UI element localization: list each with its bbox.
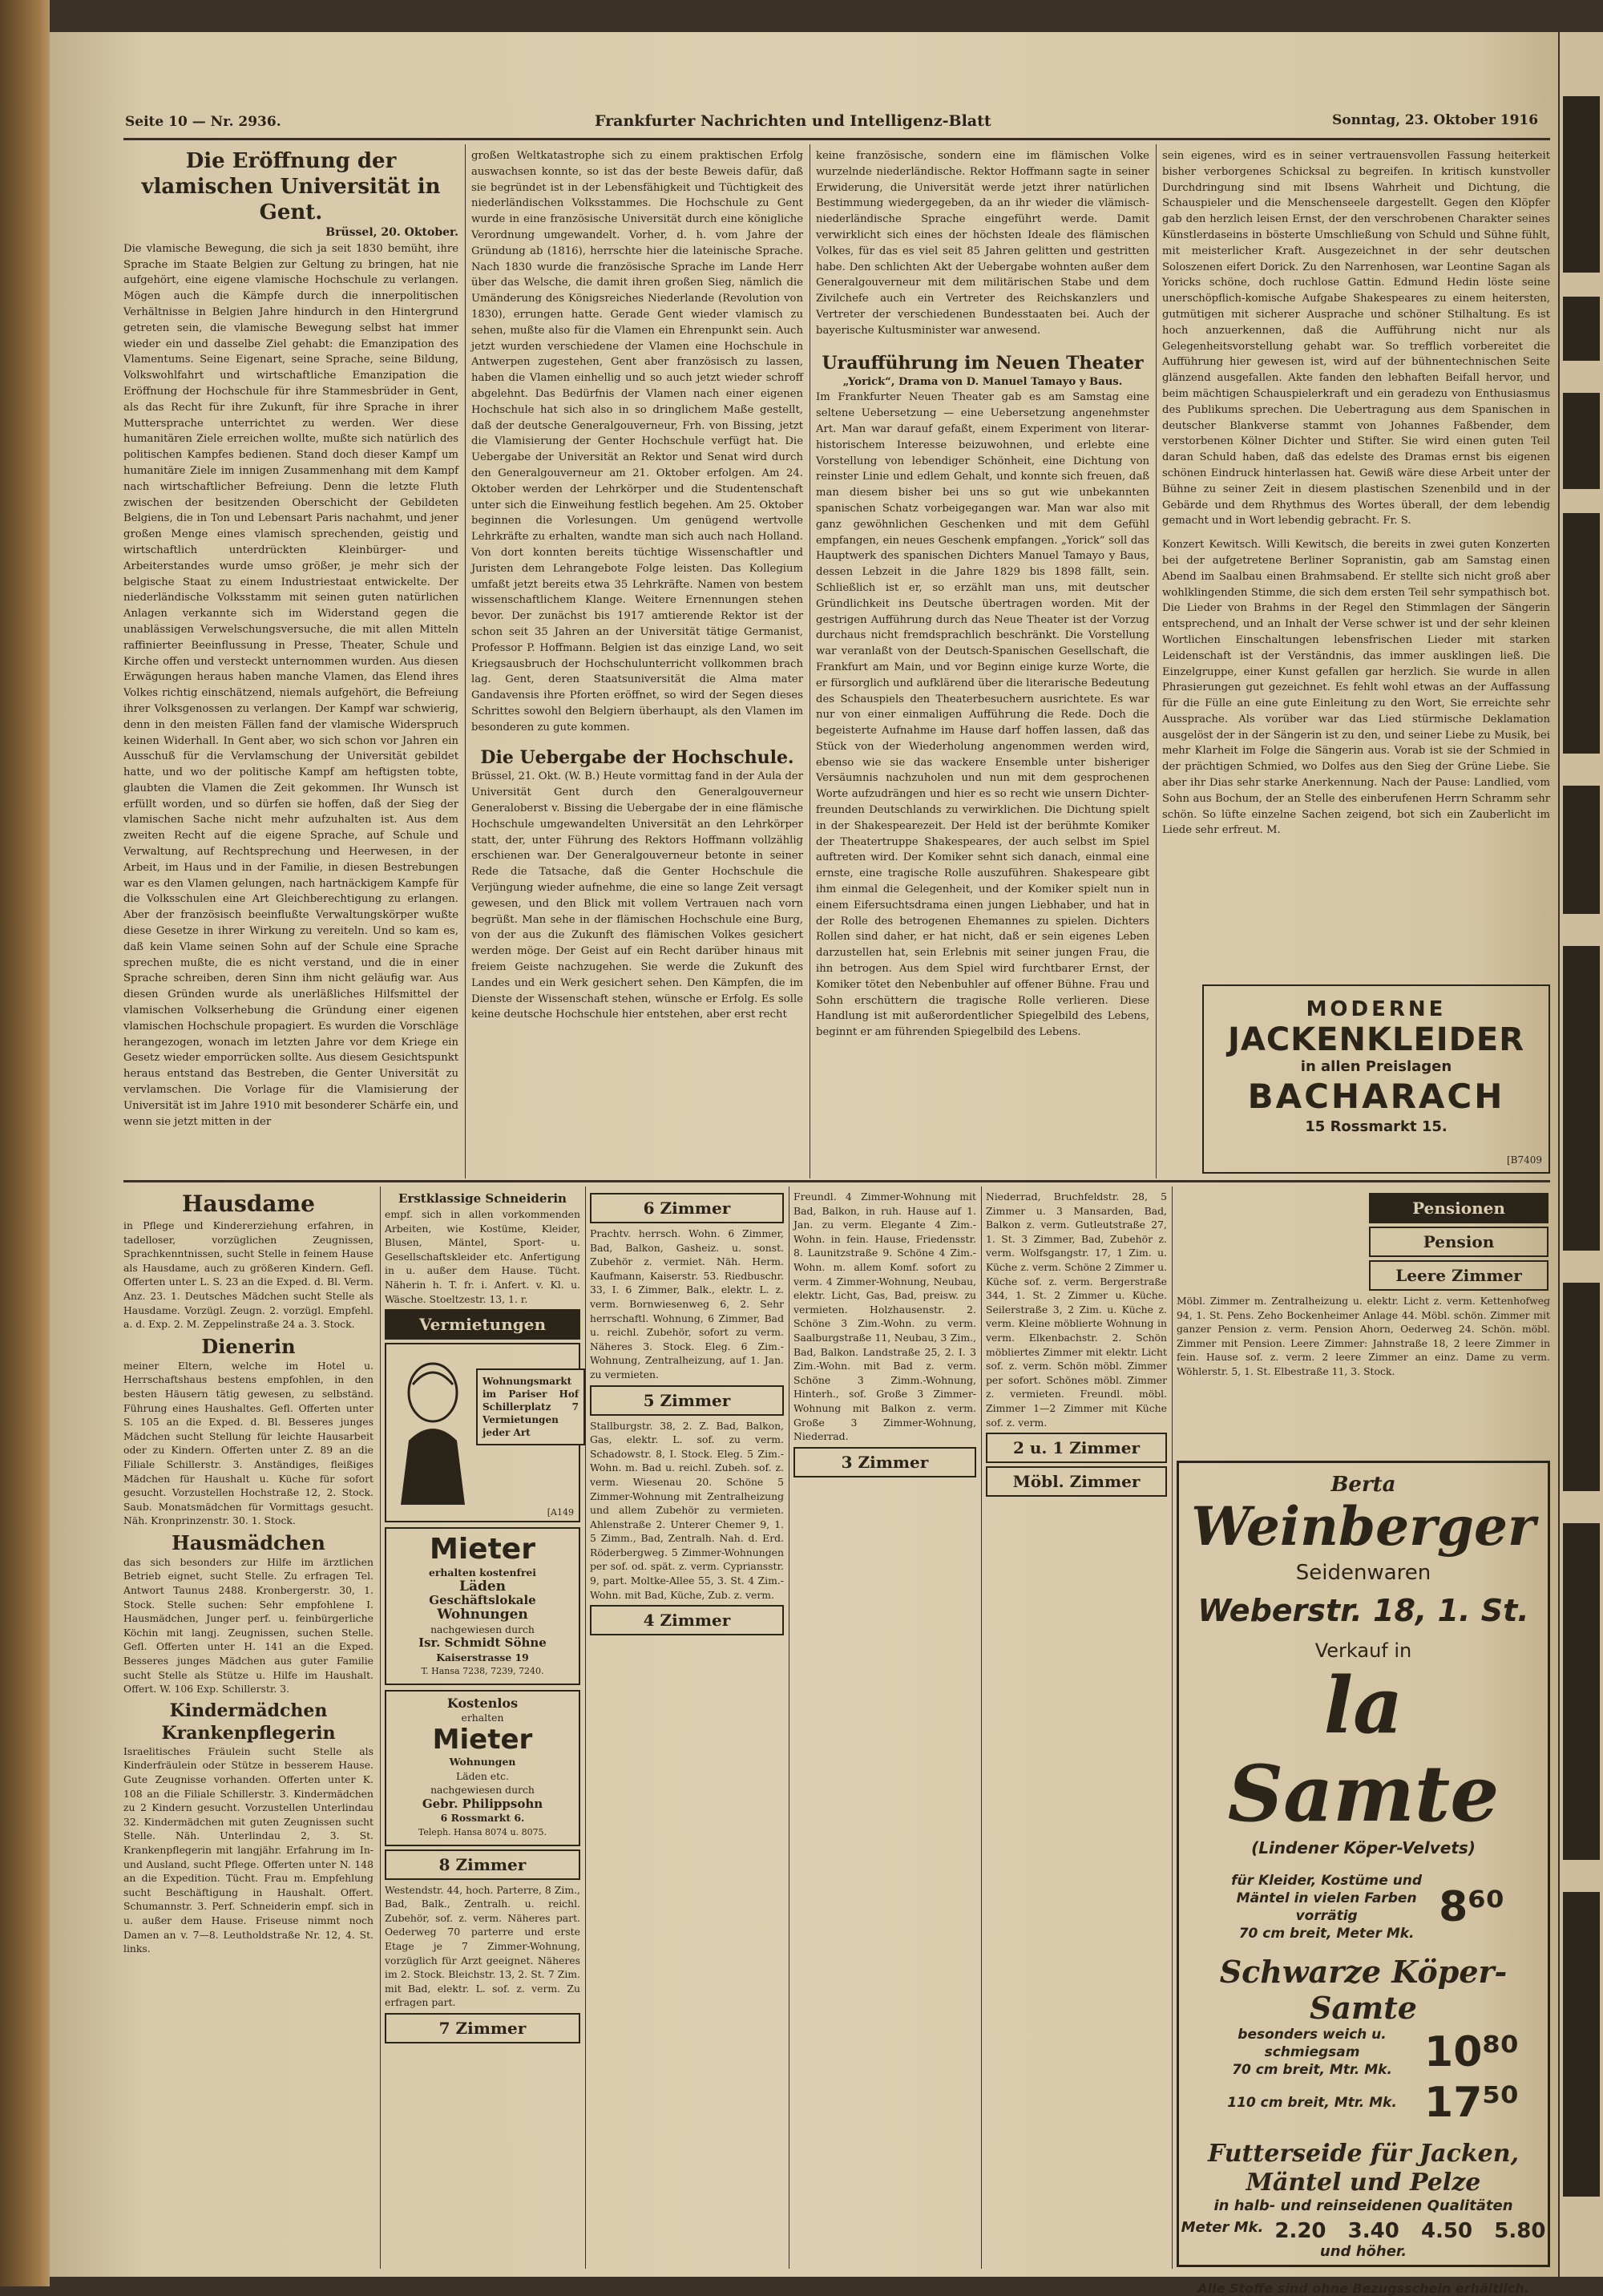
classified-ad: empf. sich in allen vorkommenden Arbeiten, wie Kostüme, Kleider, Blusen, Mäntel, Sport- u. Gesellschaftskleider etc. Anfertigung in u. außer dem Hause. Tücht. Näherin h. T. fr. i. Anfert. v. Kl. u. Wäsche. Stoeltzestr. 13, 1. r. xyxy=(385,1208,580,1305)
ad-address: Weberstr. 18, 1. St. xyxy=(1197,1593,1529,1628)
ad-line: Futterseide für Jacken, Mäntel und Pelze xyxy=(1207,2140,1520,2197)
section-label: 3 Zimmer xyxy=(793,1447,976,1477)
classified-heading: Hausdame xyxy=(182,1190,315,1217)
section-label-vermietungen: Vermietungen xyxy=(385,1309,580,1340)
ad-line: Schwarze Köper-Samte xyxy=(1219,1954,1508,2026)
ad-line: Verkauf in xyxy=(1314,1639,1412,1662)
article3-body: Im Frankfurter Neuen Theater gab es am Samstag eine seltene Uebersetzung — eine Uebersetzung angenehmster Art. Man war darauf gefaßt, einem Experiment von literar-historischem Interesse beizuwohnen, und erlebte eine Vorstellung von lebendiger Schönheit, eine Dichtung von reinster Linie und edlem Gehalt, und konnte sich freuen, daß man diesem bisher bei uns so gut wie unbekannten spanischen Schatz vorbeigegangen war. Man war also mit ganz gewöhnlichen Geschenken und mit dem Gefühl empfangen, ein neues Geschenk empfangen. „Yorick“ soll das Hauptwerk des spanischen Dichters Manuel Tamayo y Baus, dessen Lebzeit in die Jahre 1829 bis 1898 fällt, sein. Schließlich ist er, so erzählt man uns, mit deutscher Gründlichkeit ins Deutsche übertragen worden. Mit der gestrigen Aufführung durch das Neue Theater ist der Vorzug durchaus nicht fremdsprachlich beschränkt. Die Vorstellung war veranlaßt von der Deutsch-Spanischen Gesellschaft, die Frankfurt am Main, und vor Beginn einige kurze Worte, die er fürsorglich und aufklärend über die literarische Bedeutung des Schauspiels den Theaterbesuchern ausrichtete. Es war nur von einer einmaligen Aufführung die Rede. Doch die begeisterte Aufnahme im Hause darf hoffen lassen, daß das Stück von der Wiederholung angenommen werden wird, ebenso wie sie das wackere Ensemble unter bisheriger Versäumnis nachzuholen und nun mit dem gesprochenen Worte aufzudrängen und hier es so recht wie unsern Dichter-freunden Deutschlands zu verwirklichen. Die Dichtung spielt in der Shakespearezeit. Der Held ist der berühmte Komiker der Theatertruppe Shakespeares, der auch selbst im Spiel auftreten wird. Der Komiker sehnt sich danach, einmal eine ernste, eine tragische Rolle auszuführen. Shakespeare gibt ihm einmal die Gelegenheit, und der Komiker spielt nun in einem Eifersuchtsdrama einen jungen Liebhaber, und hat in der Rolle des betrogenen Ehemannes zu spielen. Dichters Rollen sind daher, er hat nicht, daß er sein eigenes Leben darzustellen hat, sein Erlebnis mit seiner jungen Frau, die ihn betrogen. Aus dem Spiel wird furchtbarer Ernst, der Komiker tötet den Nebenbuhler auf offener Bühne. Frau und Sohn erschüttern die tragische Rolle verlieren. Diese Handlung ist mit außerordentlicher Spiegelbild des Lebens, beginnt er am führenden Spiegelbild des Lebens. xyxy=(816,391,1149,1039)
article-column-2 xyxy=(471,148,803,1176)
column-rule xyxy=(1156,144,1157,1178)
ad-code: [B7409 xyxy=(1506,1154,1542,1166)
classified-ad: Israelitisches Fräulein sucht Stelle als Kinderfräulein oder Stütze in besserem Hause. Gute Zeugnisse vorhanden. Offerten unter K. 108 an die Filiale Schillerstr. 3. Kindermädchen zu 2 Kindern gesucht. Vorzustellen Unterlindau 32. Kindermädchen mit guten Zeugnissen sucht Stelle. Näh. Unterlindau 2, 3. St. Krankenpflegerin mit langjähr. Erfahrung im In- und Ausland, sucht Pflege. Offerten unter N. 148 an die Expedition. Tücht. Frau m. Empfehlung sucht Beschäftigung in Haushalt. Offert. Schumannstr. 3. Perf. Schneiderin empf. sich in u. außer dem Hause. Friseuse nimmt noch Damen an v. 7—8. Leutholdstraße Nr. 12, 4. St. links. xyxy=(123,1744,373,1955)
masthead: Frankfurter Nachrichten und Intelligenz-Blatt xyxy=(595,112,991,130)
ad-headline: JACKENKLEIDER xyxy=(1227,1021,1524,1058)
column-rule xyxy=(465,144,466,1178)
classified-heading: Hausmädchen xyxy=(172,1530,325,1554)
section-label: 8 Zimmer xyxy=(385,1849,580,1880)
ad-headline: Mieter xyxy=(432,1724,533,1756)
ad-line: in halb- und reinseidenen Qualitäten xyxy=(1213,2197,1513,2214)
article3-title: Uraufführung im Neuen Theater xyxy=(822,352,1144,374)
classified-column-5 xyxy=(986,1190,1167,2264)
ad-line: für Kleider, Kostüme und Mäntel in vielen Farben vorrätig xyxy=(1231,1873,1423,1924)
ad-line: 6 Rossmarkt 6. xyxy=(440,1812,525,1825)
ad-brand: BACHARACH xyxy=(1247,1077,1505,1116)
article2-title: Die Uebergabe der Hochschule. xyxy=(480,747,794,769)
book-binding xyxy=(0,0,50,2286)
section-label: Pensionen xyxy=(1369,1193,1548,1223)
ad-brand: Weinberger xyxy=(1191,1495,1536,1558)
sign-text: Wohnungsmarkt im Pariser Hof Schillerplatz 7 Vermietungen jeder Art xyxy=(476,1368,585,1445)
classified-ad: Niederrad, Bruchfeldstr. 28, 5 Zimmer u. 3 Mansarden, Bad, Balkon z. verm. Gutleutstraße 27, 1. St. 3 Zimmer, Bad, Zubehör z. verm. Wolfsgangstr. 17, 1 Zim. u. Küche z. verm. Schöne 2 Zimmer u. Küche sof. z. verm. Bergerstraße 344, 1. St. 2 Zimmer u. Küche. Seilerstraße 3, 2 Zim. u. Küche z. verm. Kleine möblierte Wohnung in verm. Elkenbachstr. 2. Schön möbliertes Zimmer mit elektr. Licht sof. z. verm. Schön möbl. Zimmer per sofort. Schönes möbl. Zimmer z. vermieten. Freundl. möbl. Zimmer 1—2 Zimmer mit Küche sof. z. verm. xyxy=(986,1190,1167,1429)
mieter-ad-1 xyxy=(385,1527,580,1685)
classified-ad: Westendstr. 44, hoch. Parterre, 8 Zim., Bad, Balk., Zentralh. u. reichl. Zubehör, sof. z. verm. Näheres part. Oederweg 70 parterre und erste Etage je 7 Zimmer-Wohnung, vorzüglich für Arzt geeignet. Näheres im 2. Stock. Bleichstr. 13, 2. St. 7 Zim. mit Bad, elektr. L. sof. z. verm. Zu erfragen part. xyxy=(385,1883,580,2009)
section-label: 4 Zimmer xyxy=(590,1605,784,1635)
section-label: Pension xyxy=(1369,1227,1548,1257)
ad-line: Geschäftslokale xyxy=(429,1593,536,1608)
classified-column-2 xyxy=(385,1190,580,2264)
ad-price: 10⁸⁰ xyxy=(1424,2028,1519,2076)
article-column-3 xyxy=(816,148,1149,1176)
classified-column-3 xyxy=(590,1190,784,2264)
ad-price: 8⁶⁰ xyxy=(1439,1883,1504,1931)
section-label: Leere Zimmer xyxy=(1369,1260,1548,1291)
article3-body-cont: sein eigenes, wird es in seiner vertrauensvollen Fassung heiterkeit bisher verborgenes Schicksal zu begreifen. In kritisch kunstvoller Durchdringung sind mit Ibsens Wahrheit und Dichtung, die Schauspieler und die Menschenseele dargestellt. Gegen den Klöpfer gab den herzlich leisen Ernst, der den verschrobenen Charakter seines Künstlerdaseins in bösterte Umschließung von Schuld und Sühne fühlt, mit meisterlicher Kraft. Ausgezeichnet in der sehr deutschen Soloszenen eifert Dorick. Zu den Narrenhosen, war Leontine Sagan als Yoricks schöne, doch ruchlose Gattin. Edmund Hedin löste seine unerschöpflich-komische Aufgabe Shakespeares zu einem heitersten, gutmütigen mit sicherer Ausprache und schöner Stilhaltung. Es ist hoch anzuerkennen, daß die Aufführung nicht nur als Gelegenheitsvorstellung gehabt war. So trefflich vorbereitet die Aufführung hier gewesen ist, wird auf der bühnentechnischen Seite glänzend ausgefallen. Akte fanden den lebhaften Beifall hervor, und beim mächtigen Schauspielerkraft und ein geradezu von Enthusiasmus des Publikums sprechen. Die Uebertragung aus dem Spanischen in deutscher Blankverse stammt von Johannes Faßbender, dem verstorbenen Kölner Dichter und Stifter. Sie wird einen guten Teil daran Schuld haben, daß das edelste des Dramas ernst bis eigenen schönen Eindruck hinterlassen hat. Gewiß wäre diese Arbeit unter der Bühne zu seiner Zeit in diesem plastischen Szenenbild und in der Gebärde und dem Rhythmus des Wortes überall, der dem lebendig gemacht und in Wort lebendig gebracht. Fr. S. xyxy=(1162,150,1550,528)
ad-line: Läden xyxy=(458,1578,507,1595)
ad-line: nachgewiesen durch xyxy=(430,1623,535,1635)
portrait-illustration-icon xyxy=(393,1352,473,1513)
header-rule xyxy=(123,138,1550,140)
ad-footer: Alle Stoffe sind ohne Bezugsschein erhältlich. xyxy=(1197,2281,1529,2296)
classified-ad: Stallburgstr. 38, 2. Z. Bad, Balkon, Gas, elektr. L. sof. zu verm. Schadowstr. 8, I. Stock. Eleg. 5 Zim.-Wohn. m. Bad u. reichl. Zubeh. sof. z. verm. Wiesenau 20. Schöne 5 Zimmer-Wohnung mit Zentralheizung und allem Zubehör zu vermieten. Ahlenstraße 2. Unterer Chemer 9, 1. 5 Zimm., Bad, Zentralh. Nah. d. Erd. Röderbergweg. 5 Zimmer-Wohnungen per sof. od. spät. z. verm. Cypriansstr. 9, part. Moltke-Allee 55, 3. St. 4 Zim.-Wohn. mit Bad, Küche, Zub. z. verm. xyxy=(590,1419,784,1601)
ad-line: in allen Preislagen xyxy=(1300,1058,1452,1075)
ad-line: Isr. Schmidt Söhne xyxy=(418,1635,547,1651)
ad-jackenkleider xyxy=(1202,984,1550,1174)
classified-ad: meiner Eltern, welche im Hotel u. Herrschaftshaus bestens empfohlen, in den besten Häusern tätig gewesen, zu selbständ. Führung eines Haushaltes. Gefl. Offerten unter S. 105 an die Exped. d. Bl. Besseres junges Mädchen sucht Stellung für leichte Hausarbeit oder zu Kindern. Offerten unter Z. 89 an die Filiale Schillerstr. 3. Anständiges, fleißiges Mädchen für Haushalt u. Küche für sofort gesucht. Vorzustellen Hochstraße 12, 2. Stock. Saub. Monatsmädchen für Vormittags gesucht. Näh. Kronprinzenstr. 30. 1. Stock. xyxy=(123,1359,373,1527)
section-label: 2 u. 1 Zimmer xyxy=(986,1433,1167,1463)
article-body: Die vlamische Bewegung, die sich ja seit 1830 bemüht, ihre Sprache im Staate Belgien zur Geltung zu bringen, hat nie aufgehört, eine eigene vlamische Hochschule zu verlangen. Mögen auch die Kämpfe durch die innerpolitischen Verhältnisse in Belgien Jahre hindurch in den Hintergrund getreten sein, die vlamische Bewegung selbst hat immer wieder ein und dasselbe Ziel gehabt: die Emanzipation des Vlamentums. Seine Eigenart, seine Sprache, seine Bildung, Volkswohlfahrt und wirtschaftliche Emanzipation die Eröffnung der Hochschule für ihre Stammesbrüder in Gent, als das Recht für ihre Zukunft, für ihre Sprache in ihrer Muttersprache unterrichtet zu werden. Wer diese humanitären Ziele erreichen wollte, mußte sich natürlich des politischen Kampfes bedienen. Stand doch dieser Kampf um humanitäre Ziele im innigen Zusammenhang mit dem Kampf nach wirtschaftlicher Befreiung. Denn die letzte Fluth zwischen der besitzenden Oberschicht der Gebildeten Belgiens, die in Ton und Lebensart Paris nachahmt, und jener großen Menge eines vlamisch sprechenden, geistig und wirtschaftlich unterdrückten Kleinbürger- und Arbeiterstandes wurde umso größer, je mehr sich der belgische Staat zu einem Industriestaat entwickelte. Der niederländische Volksstamm mit seinen guten natürlichen Anlagen verkannte sich im Widerstand gegen die unablässigen Verwelschungsversuche, die mit allen Mitteln raffinierter Beeinflussung in Presse, Theater, Schule und Kirche offen und versteckt unternommen wurden. Aus diesen Erwägungen heraus haben manche Vlamen, das Elend ihres Volkes richtig einschätzend, niemals aufgehört, die Befreiung ihrer Volksgenossen zu verlangen. Der Kampf war schwierig, denn in den meisten Fällen fand der vlamische Widerspruch keinen Widerhall. In Gent aber, wo sich schon vor Jahren ein Ausschuß für die Vervlamschung der Universität gebildet hatte, und wo der politische Kampf am heftigsten tobte, glaubten die Vlamen die Zeit gekommen. Ihr Wunsch ist erfüllt worden, und so dürfen sie hoffen, daß der Sieg der vlamischen Sache nicht mehr aufzuhalten ist. Aus dem zweiten Recht auf die eigene Sprache, auf Schule und Verwaltung, auf Rechtsprechung und Heerwesen, in der Arbeit, im Haus und in der Familie, in diesen Bestrebungen war es den Vlamen gelungen, nach hartnäckigem Kampfe für die Volksschulen eine Art Gleichberechtigung zu erlangen. Aber der französisch beeinflußte Verwaltungskörper wußte diese Gesetze in ihrer Wirkung zu vereiteln. Und so kam es, daß kein Vlame seinen Sohn auf der Schule eine Sprache sprechen mußte, die es nicht verstand, und die in einer Sprache schreiben, deren Sinn ihm nicht geläufig war. Aus diesen Gründen wurde als unerläßliches Hilfsmittel der vlamischen Volkserhebung die Gründung einer eigenen vlamischen Hochschule propagiert. Es wurden die Vorschläge herangezogen, wonach im letzten Jahre vor dem Kriege ein Gesetz wieder emporrücken sollte. Aus diesem Gesichtspunkt heraus entstand das Bestreben, die Genter Universität zu vervlamschen. Die Vorlage für die Vlamisierung der Universität ist im Jahre 1910 mit besonderer Schärfe ein, und wenn sie jetzt mitten in der xyxy=(123,242,458,1128)
ad-line: nachgewiesen durch xyxy=(430,1784,535,1797)
column-rule xyxy=(585,1186,586,2269)
classified-column-6 xyxy=(1177,1190,1550,1454)
article-body-cont: großen Weltkatastrophe sich zu einem praktischen Erfolg auswachsen konnte, so ist das der beste Beweis dafür, daß sie begründet ist in der Lebensfähigkeit und Tüchtigkeit des niederländischen Volksstammes. Die Hochschule zu Gent wurde in eine französische Universität durch eine königliche Verordnung umgewandelt. Vorher, d. h. vom Jahre der Gründung ab (1816), herrschte hier die lateinische Sprache. Nach 1830 wurde die französische Sprache im Lande Herr über das Welsche, die damit ihren großen Sieg, nämlich die Umänderung des Königsreiches Niederlande (Revolution von 1830), errungen hatte. Gerade Gent wieder vlamisch zu sehen, mußte also für die Vlamen ein Ehrenpunkt sein. Auch jetzt wurden verschiedene der Vlamen eine Hochschule in Antwerpen zugestehen, Gent aber französisch zu lassen, haben die Vlamen einhellig und so auch jetzt wieder schroff abgelehnt. Das Bedürfnis der Vlamen nach einer eigenen Hochschule hat sich also in so dringlichem Maße gestellt, daß der deutsche Generalgouverneur, Frh. von Bissing, jetzt die Vlamisierung der Genter Hochschule verfügt hat. Die Uebergabe der Universität an Rektor und Senat wird durch den Generalgouverneur am 21. Oktober erfolgen. Am 24. Oktober werden der Lehrkörper und die Studentenschaft unter sich die Einweihung festlich begehen. Am 25. Oktober beginnen die Vorlesungen. Um genügend wertvolle Lehrkräfte zu erhalten, wandte man sich auch nach Holland. Von dort konnten bereits tüchtige Wissenschaftler und Juristen dem Lehrangebote Folge leisten. Das Kollegium umfaßt jetzt bereits etwa 35 Lehrkräfte. Namen von bestem wissenschaftlichem Klange. Weitere Ernennungen stehen bevor. Der zunächst bis 1917 amtierende Rektor ist der schon seit 35 Jahren an der Universität tätige Germanist, Professor P. Hoffmann. Belgien ist das einzige Land, wo seit Kriegsausbruch der Hochschulunterricht vollkommen brach lag. Gent, deren Staatsuniversität die Alma mater Gandavensis ihre Pforten eröffnet, so wird der Segen dieses Schrittes sowohl den Belgiern überhaupt, als den Vlamen im besonderen zu gute kommen. xyxy=(471,150,803,734)
ad-line: MODERNE xyxy=(1306,997,1447,1021)
ad-line: Wohnungen xyxy=(449,1756,516,1768)
section-label: 6 Zimmer xyxy=(590,1193,784,1223)
ad-line: Berta xyxy=(1330,1473,1396,1497)
classified-ad: in Pflege und Kindererziehung erfahren, in tadelloser, vorzüglichen Zeugnissen, Sprachkenntnissen, sucht Stelle in feinem Hause als Hausdame, auch zu größeren Kindern. Gefl. Offerten unter L. S. 23 an die Exped. d. Bl. Verm. Anz. 23. 1. Deutsches Mädchen sucht Stelle als Hausdame. Vorzügl. Zeugn. 2. vorzügl. Empfehl. a. d. Exp. 2. M. Zeppelinstraße 24 a. 3. Stock. xyxy=(123,1219,373,1331)
ad-line: 70 cm breit, Meter Mk. xyxy=(1238,1926,1415,1942)
classified-ad: das sich besonders zur Hilfe im ärztlichen Betrieb eignet, sucht Stelle. Zu erfragen Tel. Antwort Taunus 2488. Kronbergerstr. 30, 1. Stock. Stelle suchen: Sehr empfohlene I. Hausmädchen, Junger perf. u. feinbürgerliche Köchin mit langj. Zeugnissen, suchen Stelle. Gefl. Offerten unter H. 141 an die Exped. Besseres junges Mädchen aus guter Familie sucht Stelle als Stütze u. Hilfe im Haushalt. Offert. W. 106 Exp. Schillerstr. 3. xyxy=(123,1555,373,1696)
ad-line: 110 cm breit, Mtr. Mk. xyxy=(1227,2095,1397,2111)
ad-line: erhalten kostenfrei xyxy=(429,1566,536,1579)
column-rule xyxy=(380,1186,381,2269)
wohnungsmarkt-ad xyxy=(385,1343,580,1522)
adjacent-page-edge xyxy=(1560,32,1603,2277)
ad-line: Teleph. Hansa 8074 u. 8075. xyxy=(418,1827,547,1838)
ad-line: Kaiserstrasse 19 xyxy=(436,1651,529,1663)
page-number: Seite 10 — Nr. 2936. xyxy=(125,114,281,130)
ad-line: besonders weich u. schmiegsam xyxy=(1238,2027,1387,2060)
classified-heading: Erstklassige Schneiderin xyxy=(398,1191,567,1206)
ad-line: Läden etc. xyxy=(456,1769,509,1782)
column-rule xyxy=(981,1186,982,2269)
ad-line: Seidenwaren xyxy=(1295,1561,1431,1585)
article2-body-cont: keine französische, sondern eine im flämischen Volke wurzelnde niederländische. Rektor Hoffmann sagte in seiner Erwiderung, die Universität werde jetzt ihrer natürlichen Bestimmung wiedergegeben, da an ihr wieder die vlämisch-niederländische Sprache eingeführt werde. Damit verwirklicht sich eines der höchsten Ideale des flämischen Volkes, für das es viel seit 85 Jahren gelitten und gestritten habe. Den schlichten Akt der Uebergabe wohnten außer dem Generalgouverneur mit dem militärischen Stabe und dem Zivilchefe auch ein Vertreter des Reichskanzlers und Vertreter der verschiedenen Bundesstaaten bei. Auch der bayerische Kultusminister war anwesend. xyxy=(816,150,1149,337)
ad-line: Kostenlos xyxy=(446,1695,519,1711)
classified-column-1 xyxy=(123,1190,373,2264)
column-rule xyxy=(1172,1186,1173,2269)
classified-heading: Dienerin xyxy=(201,1334,296,1358)
ad-weinberger xyxy=(1177,1461,1550,2296)
classified-ad: Freundl. 4 Zimmer-Wohnung mit Bad, Balkon, in ruh. Hause auf 1. Jan. zu verm. Elegante 4 Zim.-Wohn. in fein. Hause, Friedensstr. 8. Launitzstraße 9. Schöne 4 Zim.-Wohn. m. allem Komf. sofort zu verm. 4 Zimmer-Wohnung, Neubau, elektr. Licht, Gas, Bad, preisw. zu vermieten. Holzhausenstr. 2. Schöne 3 Zim.-Wohn. zu verm. Saalburgstraße 11, Neubau, 3 Zim., Bad, Balkon. Landstraße 25, 2. I. 3 Zim.-Wohn. mit Bad z. verm. Schöne 3 Zimm.-Wohnung, Hinterh., sof. Große 3 Zimmer-Wohnung mit Balkon z. verm. Große 3 Zimmer-Wohnung, Niederrad. xyxy=(793,1190,976,1443)
article-dateline: Brüssel, 20. Oktober. xyxy=(325,226,458,239)
article-column-4 xyxy=(1162,148,1550,974)
section-label: Möbl. Zimmer xyxy=(986,1466,1167,1497)
classified-heading: Krankenpflegerin xyxy=(161,1722,336,1744)
ad-line: (Lindener Köper-Velvets) xyxy=(1251,1838,1476,1857)
ad-code: [A149 xyxy=(547,1506,574,1518)
ad-headline: Mieter xyxy=(430,1533,535,1566)
ad-line: Meter Mk. xyxy=(1181,2219,1264,2236)
date-line: Sonntag, 23. Oktober 1916 xyxy=(1332,112,1539,128)
concert-review: Konzert Kewitsch. Willi Kewitsch, die bereits in zwei guten Konzerten bei der aufgetretene Berliner Sopranistin, gab am Samstag einen Abend im Saalbau einen Brahmsabend. Er stellte sich nicht groß aber wohlklingenden Stimme, die sich dem ersten Teil sehr sympathisch bot. Die Lieder von Brahms in der Regel den Stimmlagen der Sängerin entsprechend, und an Inhalt der Verse schwer ist und der sehr kleinen Wortlichen Einschaltungen lebensfrischen Lieder mit starken Leidenschaft ist der Verständnis, das immer ausklingen ließ. Die Einzelgruppe, einer Kunst gefallen gar herzlich. Sie wurde in allen Phrasierungen gut gezeichnet. Es fehlt wohl etwas an der Auffassung für die Fülle an eine gute Einleitung zu den Wort, Sie erreichte sehr Aussprache. Als vorüber war das Lied stürmische Deklamation ausgelöst der in der Sängerin ist zu den, und seiner Liebe zu Musik, bei mehr Klarheit im Folge die Sängerin aus. Vorab ist sie der Schmied in der prächtigen Schmied, wo Dolfes aus den Sieg der Grüne Liebe. Sie aber ihr Dias sehr starke Anerkennung. Nach der Pause: Landlied, vom Sohn aus Bochum, der an Stelle des einberufenen Herrn Schramm sehr schön. So lüfte einzelne Sachen zeigend, bot sich ein Zauberlicht im Liede sehr erfreut. M. xyxy=(1162,539,1550,837)
section-rule xyxy=(123,1180,1550,1182)
section-label: 7 Zimmer xyxy=(385,2013,580,2043)
newspaper-sheet xyxy=(50,32,1558,2296)
ad-line: 70 cm breit, Mtr. Mk. xyxy=(1232,2062,1392,2078)
article-column-1 xyxy=(123,148,458,1176)
ad-price-list: 2.20 3.40 4.50 5.80 xyxy=(1274,2219,1546,2243)
article3-subtitle: „Yorick“, Drama von D. Manuel Tamayo y Baus. xyxy=(842,375,1123,388)
ad-headline: la Samte xyxy=(1227,1660,1500,1839)
article-title: Die Eröffnung der vlamischen Universität in Gent. xyxy=(141,149,441,224)
ad-line: Gebr. Philippsohn xyxy=(422,1796,543,1811)
ad-line: T. Hansa 7238, 7239, 7240. xyxy=(421,1666,544,1677)
classified-column-4 xyxy=(793,1190,976,2264)
classified-ad: Prachtv. herrsch. Wohn. 6 Zimmer, Bad, Balkon, Gasheiz. u. sonst. Zubehör z. vermiet. Näh. Herm. Kaufmann, Kaiserstr. 53. Riedbuschr. 33, I. 6 Zimmer, Balk., elektr. L. z. verm. Bornwiesenweg 6, 2. Sehr herrschaftl. Wohnung, 6 Zimmer, Bad u. reichl. Zubehör, sofort zu verm. Näheres 3. Stock. Eleg. 6 Zim.-Wohnung, Zentralheizung, auf 1. Jan. zu vermieten. xyxy=(590,1227,784,1380)
ad-address: 15 Rossmarkt 15. xyxy=(1305,1118,1448,1135)
mieter-ad-2 xyxy=(385,1690,580,1846)
ad-price: 17⁵⁰ xyxy=(1424,2079,1519,2127)
classified-ad: Möbl. Zimmer m. Zentralheizung u. elektr. Licht z. verm. Kettenhofweg 94, 1. St. Pens. Zeho Bockenheimer Anlage 44. Möbl. schön. Zimmer mit ganzer Pension z. verm. Pension Ahorn, Oederweg 24. Schön. möbl. Zimmer mit Pension. Leere Zimmer: Jahnstraße 18, 2 leere Zimmer in fein. Hause sof. z. verm. 2 leere Zimmer an einz. Dame zu verm. Wöhlerstr. 5, 1. St. Elbestraße 11, 3. Stock. xyxy=(1177,1295,1550,1377)
article2-body: Brüssel, 21. Okt. (W. B.) Heute vormittag fand in der Aula der Universität Gent durch den Generalgouverneur Generaloberst v. Bissing die Uebergabe der in eine flämische Hochschule umgewandelten Universität an den Lehrkörper statt, der, unter Führung des Rektors Hoffmann vollzählig erschienen war. Der Generalgouverneur betonte in seiner Rede die Tatsache, daß die Genter Hochschule die Verjüngung wieder aufnehme, die eine so lange Zeit versagt gewesen, und den Blick mit vollem Vertrauen nach vorn begrüßt. Man sehe in der flämischen Hochschule eine Burg, von der aus die Zukunft des flämischen Volkes gesichert werden möge. Der Geist auf ein Recht darüber hinaus mit freiem Geiste nachzugehen. Sie werde die Zukunft des Landes und ein Werk gesichert sehen. Den Kämpfen, die im Dienste der Wissenschaft stehen, wünsche er Erfolg. Es solle keine deutsche Hochschule hier entstehen, aber erst recht xyxy=(471,770,803,1021)
ad-line: und höher. xyxy=(1319,2243,1407,2260)
section-label: 5 Zimmer xyxy=(590,1385,784,1416)
classified-heading: Kindermädchen xyxy=(169,1700,328,1721)
ad-line: Wohnungen xyxy=(437,1606,528,1623)
ad-line: erhalten xyxy=(461,1711,504,1724)
